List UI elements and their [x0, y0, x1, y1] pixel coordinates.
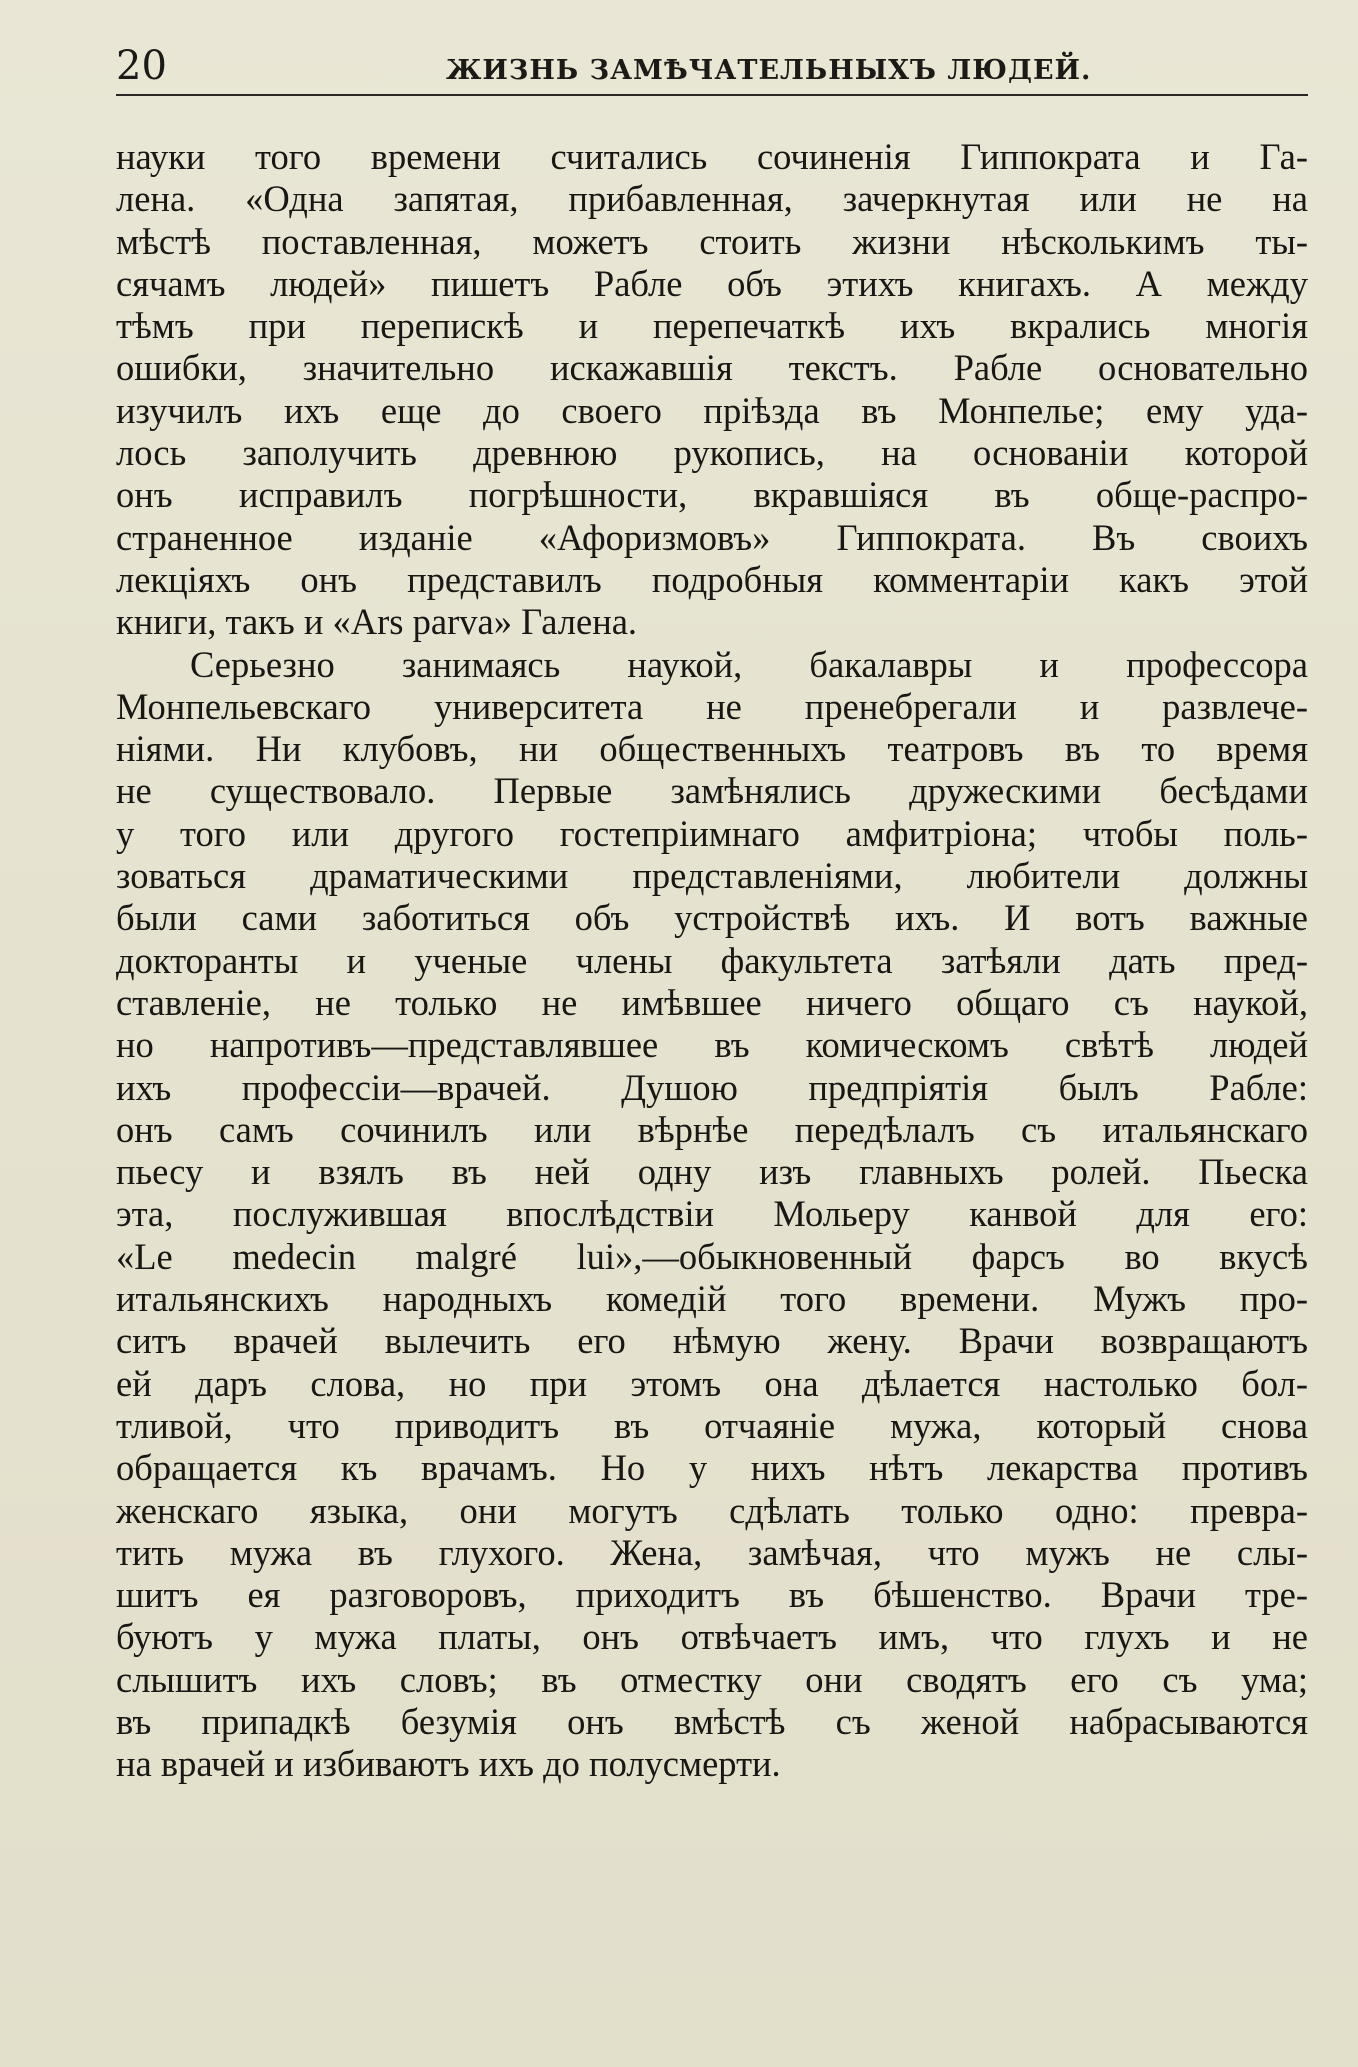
paragraph	[116, 644, 1308, 1786]
page-header	[116, 38, 1308, 94]
text-line: тѣмъ при перепискѣ и перепечаткѣ ихъ вкрались многія	[116, 305, 1308, 347]
text-line: обращается къ врачамъ. Но у нихъ нѣтъ лекарства противъ	[116, 1447, 1308, 1489]
text-line: у того или другого гостепріимнаго амфитріона; чтобы поль-	[116, 812, 1308, 854]
text-line: эта, послужившая впослѣдствіи Мольеру канвой для его:	[116, 1193, 1308, 1235]
text-line: пьесу и взялъ въ ней одну изъ главныхъ ролей. Пьеска	[116, 1151, 1308, 1193]
text-line: женскаго языка, они могутъ сдѣлать только одно: превра-	[116, 1489, 1308, 1531]
text-line: изучилъ ихъ еще до своего пріѣзда въ Монпелье; ему уда-	[116, 389, 1308, 431]
paragraph	[116, 136, 1308, 644]
text-line: лена. «Одна запятая, прибавленная, зачеркнутая или не на	[116, 178, 1308, 220]
page-number: 20	[116, 43, 167, 89]
text-line: ей даръ слова, но при этомъ она дѣлается настолько бол-	[116, 1362, 1308, 1404]
running-title: ЖИЗНЬ ЗАМѢЧАТЕЛЬНЫХЪ ЛЮДЕЙ.	[446, 55, 1092, 86]
text-line: сячамъ людей» пишетъ Рабле объ этихъ книгахъ. А между	[116, 262, 1308, 304]
text-line: мѣстѣ поставленная, можетъ стоить жизни нѣсколькимъ ты-	[116, 220, 1308, 262]
header-rule	[116, 94, 1308, 96]
text-line: шитъ ея разговоровъ, приходитъ въ бѣшенство. Врачи тре-	[116, 1574, 1308, 1616]
text-line: науки того времени считались сочиненія Гиппократа и Га-	[116, 136, 1308, 177]
text-line: лекціяхъ онъ представилъ подробныя комментаріи какъ этой	[116, 558, 1308, 600]
text-line: въ припадкѣ безумія онъ вмѣстѣ съ женой набрасываются	[116, 1700, 1308, 1742]
text-line: тить мужа въ глухого. Жена, замѣчая, что мужъ не слы-	[116, 1531, 1308, 1573]
text-line: не существовало. Первые замѣнялись дружескими бесѣдами	[116, 770, 1308, 812]
text-line: ошибки, значительно искажавшія текстъ. Рабле основательно	[116, 347, 1308, 389]
text-line: «Le medecin malgré lui»,—обыкновенный фарсъ во вкусѣ	[116, 1235, 1308, 1277]
text-line: зоваться драматическими представленіями, любители должны	[116, 855, 1308, 897]
text-line: ситъ врачей вылечить его нѣмую жену. Врачи возвращаютъ	[116, 1320, 1308, 1362]
text-line: ніями. Ни клубовъ, ни общественныхъ театровъ въ то время	[116, 728, 1308, 770]
text-line: Серьезно занимаясь наукой, бакалавры и профессора	[190, 643, 1308, 685]
text-line: тливой, что приводитъ въ отчаяніе мужа, который снова	[116, 1404, 1308, 1446]
text-line: онъ исправилъ погрѣшности, вкравшіяся въ обще-распро-	[116, 474, 1308, 516]
text-line: лось заполучить древнюю рукопись, на основаніи которой	[116, 432, 1308, 474]
text-line: на врачей и избиваютъ ихъ до полусмерти.	[116, 1743, 781, 1785]
text-line: онъ самъ сочинилъ или вѣрнѣе передѣлалъ съ итальянскаго	[116, 1108, 1308, 1150]
text-line: итальянскихъ народныхъ комедій того времени. Мужъ про-	[116, 1278, 1308, 1320]
text-line: докторанты и ученые члены факультета затѣяли дать пред-	[116, 939, 1308, 981]
text-line: ихъ профессіи—врачей. Душою предпріятія былъ Рабле:	[116, 1066, 1308, 1108]
text-line: были сами заботиться объ устройствѣ ихъ. И вотъ важные	[116, 897, 1308, 939]
text-line: книги, такъ и «Ars parva» Галена.	[116, 601, 638, 643]
text-line: страненное изданіе «Афоризмовъ» Гиппократа. Въ своихъ	[116, 516, 1308, 558]
text-line: буютъ у мужа платы, онъ отвѣчаетъ имъ, что глухъ и не	[116, 1616, 1308, 1658]
text-line: ставленіе, не только не имѣвшее ничего общаго съ наукой,	[116, 981, 1308, 1023]
text-line: слышитъ ихъ словъ; въ отместку они сводятъ его съ ума;	[116, 1658, 1308, 1700]
text-line: но напротивъ—представлявшее въ комическомъ свѣтѣ людей	[116, 1024, 1308, 1066]
body-text	[116, 136, 1308, 1786]
text-line: Монпельевскаго университета не пренебрегали и развлече-	[116, 685, 1308, 727]
